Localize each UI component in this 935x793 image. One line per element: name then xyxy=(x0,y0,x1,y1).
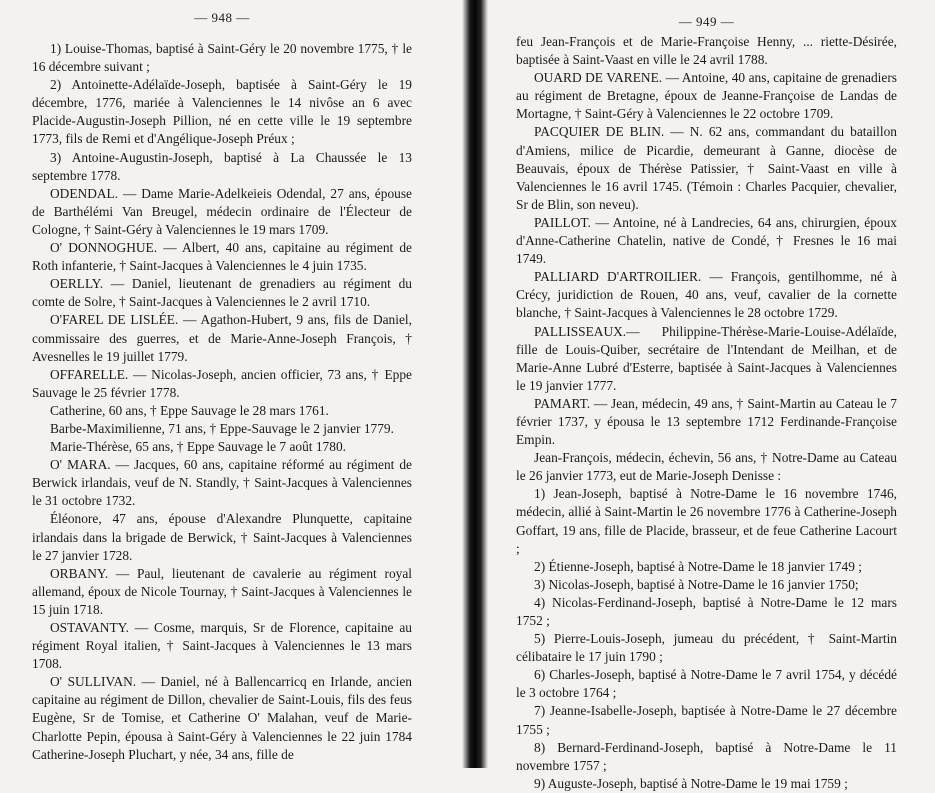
right-page xyxy=(516,0,897,791)
entry-pamart: PAMART. — Jean, médecin, 49 ans, † Saint-Martin au Cateau le 7 février 1737, y épousa le 13 septembre 1712 Ferdinande-Françoise Empin. xyxy=(516,395,897,448)
entry-omara: O' MARA. — Jacques, 60 ans, capitaine réformé au régiment de Berwick irlandais, veuf de N. Standly, † Saint-Jacques à Valenciennes le 31 octobre 1732. xyxy=(32,457,412,509)
left-paragraph-3: 3) Antoine-Augustin-Joseph, baptisé à La Chaussée le 13 septembre 1778. xyxy=(32,149,412,183)
entry-omara-eleonore: Éléonore, 47 ans, épouse d'Alexandre Plunquette, capitaine irlandais dans la brigade de Berwick, † Saint-Jacques à Valenciennes le 27 janvier 1728. xyxy=(32,511,412,563)
entry-paillot: PAILLOT. — Antoine, né à Landrecies, 64 ans, chirurgien, époux d'Anne-Catherine Chatelin, native de Condé, † Fresnes le 16 mai 1749. xyxy=(516,214,897,267)
entry-palliard-dartroilier: PALLIARD D'ARTROILIER. — François, gentilhomme, né à Crécy, juridiction de Rouen, 40 ans, veuf, cavalier de la cornette blanche, † Saint-Jacques à Valenciennes le 28 octobre 1729. xyxy=(516,269,897,321)
entry-offarelle: OFFARELLE. — Nicolas-Joseph, ancien officier, 73 ans, † Eppe Sauvage le 25 février 1778. xyxy=(32,366,412,400)
entry-pallisseaux: PALLISSEAUX.— Philippine-Thérèse-Marie-Louise-Adélaïde, fille de Louis-Quiber, secrétaire de l'Intendant de Meilhan, et de Marie-Anne Lubré d'Esterre, baptisée à Saint-Jacques à Valenciennes le 19 janvier 1777. xyxy=(516,323,897,393)
entry-offarelle-catherine: Catherine, 60 ans, † Eppe Sauvage le 28 mars 1761. xyxy=(50,402,329,418)
entry-osullivan: O' SULLIVAN. — Daniel, né à Ballencarricq en Irlande, ancien capitaine au régiment de Dillon, chevalier de Saint-Louis, fils des feus Eugène, Sr de Tomise, et Catherine O' Malahan, veuf de Marie-Charlotte Pepin, épousa à Saint-Géry à Valenciennes le 22 juin 1784 Catherine-Joseph Pluchart, y née, 34 ans, fille de xyxy=(32,674,412,762)
pamart-child-7: 7) Jeanne-Isabelle-Joseph, baptisée à Notre-Dame le 27 décembre 1755 ; xyxy=(516,703,897,737)
entry-offarelle-marie-therese: Marie-Thérèse, 65 ans, † Eppe Sauvage le 7 août 1780. xyxy=(50,439,346,455)
pamart-child-1: 1) Jean-Joseph, baptisé à Notre-Dame le 16 novembre 1746, médecin, allié à Saint-Martin le 26 novembre 1776 à Catherine-Joseph Goffart, 19 ans, fille de Placide, brasseur, et de feue Catherine Lacourt ; xyxy=(516,486,897,556)
entry-ouard-de-varene: OUARD DE VARENE. — Antoine, 40 ans, capitaine de grenadiers au régiment de Bretagne, époux de Jeanne-Françoise de Landas de Mortagne, † Saint-Géry à Valenciennes le 22 octobre 1709. xyxy=(516,70,897,122)
pamart-child-3: 3) Nicolas-Joseph, baptisé à Notre-Dame le 16 janvier 1750; xyxy=(534,576,859,592)
left-page xyxy=(32,0,412,768)
book-spine-gutter xyxy=(462,0,488,768)
left-paragraph-2: 2) Antoinette-Adélaïde-Joseph, baptisée à Saint-Géry le 19 décembre, 1776, mariée à Valenciennes le 14 nivôse an 6 avec Placide-Augustin-Joseph Pillion, né en cette ville le 19 septembre 1773, fils de Remi et d'Angélique-Joseph Préux ; xyxy=(32,77,412,147)
entry-oerlly: OERLLY. — Daniel, lieutenant de grenadiers au régiment du comte de Solre, † Saint-Jacques à Valenciennes le 2 avril 1710. xyxy=(32,276,412,310)
pamart-child-8: 8) Bernard-Ferdinand-Joseph, baptisé à Notre-Dame le 11 novembre 1757 ; xyxy=(516,739,897,773)
entry-orbany: ORBANY. — Paul, lieutenant de cavalerie au régiment royal allemand, époux de Nicole Tournay, † Saint-Jacques à Valenciennes le 15 juin 1718. xyxy=(32,565,412,617)
entry-offarelle-barbe: Barbe-Maximilienne, 71 ans, † Eppe-Sauvage le 2 janvier 1779. xyxy=(50,420,394,436)
pamart-child-2: 2) Étienne-Joseph, baptisé à Notre-Dame le 18 janvier 1749 ; xyxy=(534,558,862,574)
entry-ostavanty: OSTAVANTY. — Cosme, marquis, Sr de Florence, capitaine au régiment Royal italien, † Saint-Jacques à Valenciennes le 13 mars 1708. xyxy=(32,620,412,672)
entry-odonnoghue: O' DONNOGHUE. — Albert, 40 ans, capitaine au régiment de Roth infanterie, † Saint-Jacques à Valenciennes le 4 juin 1735. xyxy=(32,240,412,274)
entry-pamart-jean-francois: Jean-François, médecin, échevin, 56 ans, † Notre-Dame au Cateau le 26 janvier 1773, eut de Marie-Joseph Denisse : xyxy=(516,450,897,484)
entry-odendal: ODENDAL. — Dame Marie-Adelkeieis Odendal, 27 ans, épouse de Barthélémi Van Breugel, médecin ordinaire de l'Électeur de Cologne, † Saint-Géry à Valenciennes le 19 mars 1709. xyxy=(32,185,412,237)
pamart-child-5: 5) Pierre-Louis-Joseph, jumeau du précédent, † Saint-Martin célibataire le 17 juin 1790 ; xyxy=(516,631,897,665)
left-paragraph-1: 1) Louise-Thomas, baptisé à Saint-Géry le 20 novembre 1775, † le 16 décembre suivant ; xyxy=(32,41,412,75)
pamart-child-9: 9) Auguste-Joseph, baptisé à Notre-Dame le 19 mai 1759 ; xyxy=(534,775,848,791)
pamart-child-6: 6) Charles-Joseph, baptisé à Notre-Dame le 7 avril 1754, y décédé le 3 octobre 1764 ; xyxy=(516,667,897,701)
entry-ofarel-de-lislee: O'FAREL DE LISLÉE. — Agathon-Hubert, 9 ans, fils de Daniel, commissaire des guerres, et de Marie-Anne-Joseph François, † Avesnelles le 19 juillet 1779. xyxy=(32,312,412,364)
entry-pacquier-de-blin: PACQUIER DE BLIN. — N. 62 ans, commandant du bataillon d'Amiens, milice de Picardie, demeurant à Ganne, diocèse de Beauvais, époux de Thérèse Patissier, † Saint-Vaast en ville à Valenciennes le 16 avril 1745. (Témoin : Charles Pacquier, chevalier, Sr de Blin, son neveu). xyxy=(516,124,897,212)
pamart-child-4: 4) Nicolas-Ferdinand-Joseph, baptisé à Notre-Dame le 12 mars 1752 ; xyxy=(516,594,897,628)
right-page-number: — 949 — xyxy=(678,14,735,29)
left-page-number: — 948 — xyxy=(194,10,250,25)
right-paragraph-continued: feu Jean-François et de Marie-Françoise Henny, ... riette-Désirée, baptisée à Saint-Vaast en ville le 24 avril 1788. xyxy=(516,34,897,68)
